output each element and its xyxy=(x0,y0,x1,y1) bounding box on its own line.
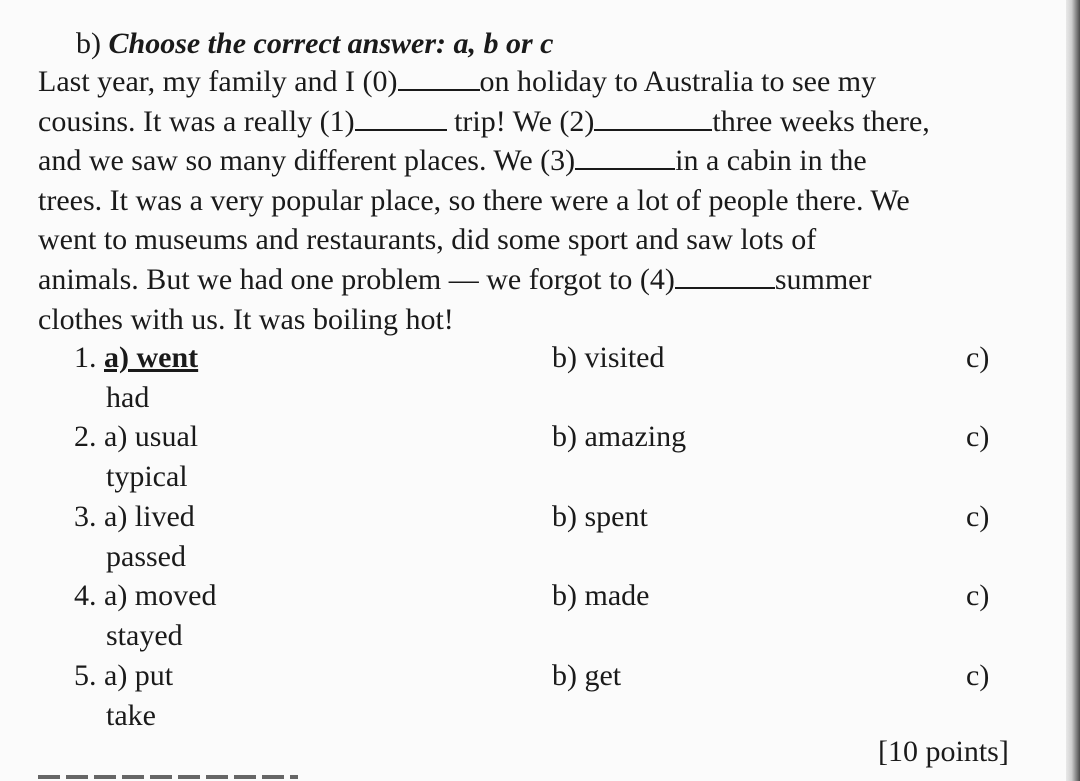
passage-text: summer xyxy=(774,262,872,296)
passage-line xyxy=(38,260,1038,300)
option-c-value: take xyxy=(106,698,156,732)
option-a xyxy=(74,417,198,457)
option-c-label: c) xyxy=(966,658,990,692)
passage-text: cousins. It was a really (1) xyxy=(38,104,355,138)
option-b: b) amazing xyxy=(552,420,687,454)
passage-line xyxy=(38,141,1038,181)
option-a xyxy=(74,338,198,378)
option-a xyxy=(74,497,195,537)
answer-blank-1 xyxy=(355,107,447,131)
question-item xyxy=(0,576,1080,655)
option-c-label: c) xyxy=(966,341,990,374)
passage-line xyxy=(38,102,1038,142)
reading-passage xyxy=(38,62,1038,339)
passage-line xyxy=(38,62,1038,102)
passage-text: on holiday to Australia to see my xyxy=(479,65,877,98)
cropped-next-heading xyxy=(38,772,298,781)
option-c-value: had xyxy=(106,381,150,414)
question-item xyxy=(0,338,1080,417)
question-item xyxy=(0,417,1080,496)
question-number: 4. xyxy=(74,579,97,613)
passage-line: went to museums and restaurants, did some sport and saw lots of xyxy=(38,223,817,257)
question-number: 1. xyxy=(74,341,97,374)
option-c-value: typical xyxy=(106,460,188,494)
exercise-prefix: b) xyxy=(76,27,101,60)
answer-blank-0 xyxy=(398,67,480,91)
option-a-text: a) usual xyxy=(104,420,199,454)
answer-blank-2 xyxy=(594,107,712,131)
answer-options xyxy=(0,338,1080,735)
question-number: 5. xyxy=(74,658,97,692)
passage-text: trip! We (2) xyxy=(454,104,595,138)
option-a-text: a) lived xyxy=(104,499,195,533)
option-c-label: c) xyxy=(966,499,990,533)
page-edge-shadow xyxy=(1066,0,1080,781)
passage-text: in a cabin in the xyxy=(675,144,867,178)
option-c-label: c) xyxy=(966,579,990,613)
passage-line: clothes with us. It was boiling hot! xyxy=(38,302,454,336)
option-c-value: stayed xyxy=(106,619,183,653)
exercise-instruction: Choose the correct answer: a, b or c xyxy=(108,27,554,60)
option-b: b) made xyxy=(552,579,650,613)
option-a-text: a) went xyxy=(104,341,199,374)
option-a xyxy=(74,656,173,696)
question-item xyxy=(0,656,1080,735)
question-item xyxy=(0,497,1080,576)
option-a-text: a) put xyxy=(104,658,174,692)
answer-blank-4 xyxy=(675,265,775,289)
passage-text: and we saw so many different places. We (3) xyxy=(38,144,576,178)
passage-text: animals. But we had one problem — we forgot to (4) xyxy=(38,262,675,296)
option-b: b) get xyxy=(552,658,622,692)
option-b: b) visited xyxy=(552,341,665,374)
question-number: 3. xyxy=(74,499,97,533)
option-c-value: passed xyxy=(106,539,186,573)
points-label: [10 points] xyxy=(878,735,1009,768)
option-a-text: a) moved xyxy=(104,579,217,613)
option-a xyxy=(74,576,216,616)
option-b: b) spent xyxy=(552,499,648,533)
passage-line: trees. It was a very popular place, so there were a lot of people there. We xyxy=(38,183,910,217)
passage-text: Last year, my family and I (0) xyxy=(38,65,398,98)
question-number: 2. xyxy=(74,420,97,454)
answer-blank-3 xyxy=(575,146,675,170)
option-c-label: c) xyxy=(966,420,990,454)
passage-text: three weeks there, xyxy=(712,104,930,138)
exercise-heading xyxy=(76,24,554,64)
